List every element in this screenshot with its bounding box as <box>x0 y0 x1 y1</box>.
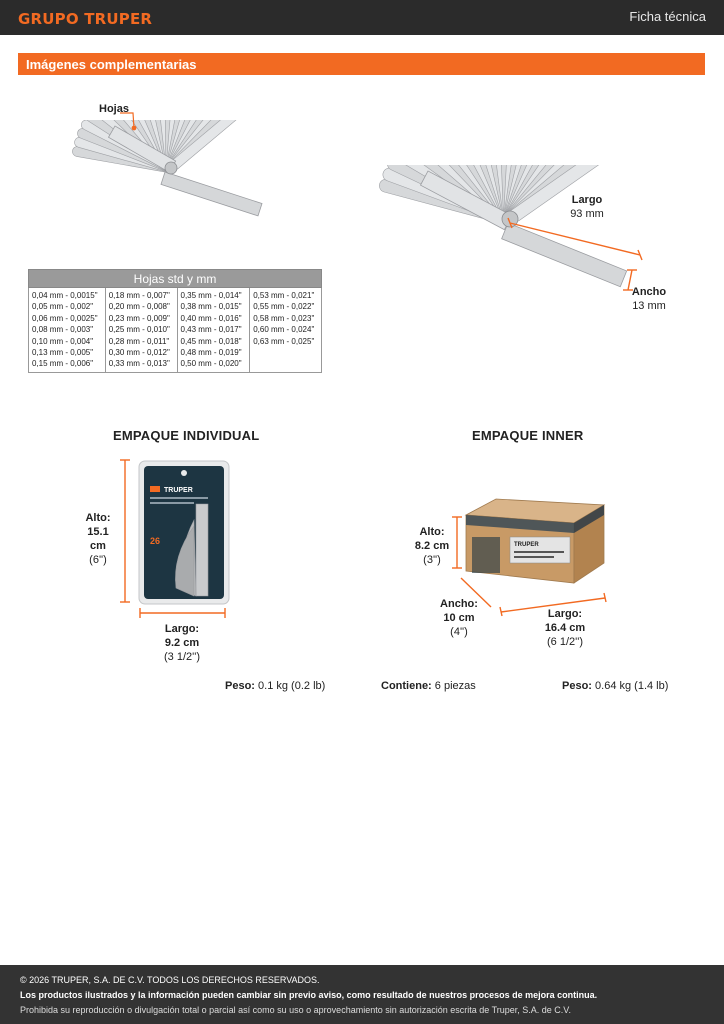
table-cell: 0,48 mm - 0,019" <box>180 347 242 357</box>
individual-alto-label: Alto: <box>85 512 111 524</box>
gauge-dimension-lines <box>500 215 650 305</box>
inner-contents-label: Contiene: <box>381 680 432 692</box>
individual-alto-callout <box>78 511 118 567</box>
table-cell: 0,23 mm - 0,009" <box>108 313 170 323</box>
table-cell: 0,53 mm - 0,021" <box>253 291 315 300</box>
inner-alto-in: (3'') <box>423 554 441 566</box>
inner-alto-value: 8.2 cm <box>414 540 450 552</box>
table-cell: 0,55 mm - 0,022" <box>253 302 315 312</box>
hojas-label: Hojas <box>99 103 129 115</box>
inner-ancho-value: 10 cm <box>443 612 475 624</box>
inner-weight <box>562 680 668 692</box>
gauge-largo-callout <box>566 193 608 221</box>
top-bar <box>0 0 724 35</box>
table-cell: 0,06 mm - 0,0025" <box>32 313 98 323</box>
individual-weight-label: Peso: <box>225 680 255 692</box>
inner-largo-value: 16.4 cm <box>544 622 586 634</box>
gauge-ancho-value: 13 mm <box>632 300 666 312</box>
section-header <box>18 53 705 75</box>
individual-alto-in: (6'') <box>89 554 107 566</box>
document-type: Ficha técnica <box>629 9 706 24</box>
table-title: Hojas std y mm <box>29 270 322 288</box>
table-cell: 0,18 mm - 0,007" <box>108 291 170 300</box>
table-column <box>250 288 322 373</box>
section-title: Imágenes complementarias <box>26 57 197 72</box>
individual-weight-value: 0.1 kg (0.2 lb) <box>258 680 326 692</box>
footer <box>0 965 724 1024</box>
table-cell: 0,15 mm - 0,006" <box>32 359 94 369</box>
inner-ancho-label: Ancho: <box>440 598 478 610</box>
table-column <box>177 288 250 373</box>
footer-notice: Los productos ilustrados y la información pueden cambiar sin previo aviso, como resultado de nuestros procesos de mejora continua. <box>20 990 598 1000</box>
inner-largo-in: (6 1/2'') <box>547 636 583 648</box>
individual-dimension-lines <box>115 455 235 620</box>
table-cell: 0,20 mm - 0,008" <box>108 302 170 312</box>
inner-ancho-callout <box>440 597 478 639</box>
blister-count: 26 <box>150 536 161 546</box>
individual-largo-value: 9.2 cm <box>164 637 200 649</box>
table-column <box>29 288 106 373</box>
inner-alto-callout <box>412 525 452 567</box>
table-cell: 0,45 mm - 0,018" <box>180 336 242 346</box>
inner-largo-callout <box>542 607 588 649</box>
table-cell: 0,25 mm - 0,010" <box>108 325 170 335</box>
table-column <box>105 288 177 373</box>
individual-largo-callout <box>158 622 206 664</box>
inner-package-title: EMPAQUE INNER <box>472 428 584 443</box>
individual-weight <box>225 680 325 692</box>
individual-largo-label: Largo: <box>164 623 200 635</box>
table-cell: 0,10 mm - 0,004" <box>32 336 94 346</box>
gauge-ancho-label: Ancho <box>631 286 667 298</box>
individual-largo-in: (3 1/2'') <box>164 651 200 663</box>
blister-brand: TRUPER <box>164 487 193 494</box>
individual-alto-value: 15.1 cm <box>87 526 109 552</box>
brand-logo: GRUPO TRUPER <box>18 10 153 28</box>
table-cell: 0,38 mm - 0,015" <box>180 302 242 312</box>
inner-weight-value: 0.64 kg (1.4 lb) <box>595 680 669 692</box>
gauge-ancho-callout <box>629 285 669 313</box>
table-cell: 0,50 mm - 0,020" <box>180 359 242 369</box>
box-brand: TRUPER <box>514 542 539 548</box>
inner-weight-label: Peso: <box>562 680 592 692</box>
inner-largo-label: Largo: <box>547 608 583 620</box>
footer-copyright: © 2026 TRUPER, S.A. DE C.V. TODOS LOS DERECHOS RESERVADOS. <box>20 975 320 985</box>
table-cell: 0,30 mm - 0,012" <box>108 347 170 357</box>
table-cell: 0,63 mm - 0,025" <box>253 336 315 346</box>
table-cell: 0,08 mm - 0,003" <box>32 325 94 335</box>
table-cell: 0,05 mm - 0,002" <box>32 302 94 312</box>
table-cell: 0,43 mm - 0,017" <box>180 325 242 335</box>
footer-legal: Prohibida su reproducción o divulgación total o parcial así como su uso o aprovechamiento sin autorización escrita de Truper, S.A. de C.V. <box>20 1005 571 1015</box>
gauge-largo-value: 93 mm <box>570 208 604 220</box>
table-cell: 0,04 mm - 0,0015" <box>32 291 98 300</box>
inner-contents <box>381 680 476 692</box>
table-cell: 0,58 mm - 0,023" <box>253 313 315 323</box>
inner-alto-label: Alto: <box>419 526 445 538</box>
table-cell: 0,13 mm - 0,005" <box>32 347 94 357</box>
inner-contents-value: 6 piezas <box>434 680 476 692</box>
individual-package-title: EMPAQUE INDIVIDUAL <box>113 428 260 443</box>
table-cell: 0,28 mm - 0,011" <box>108 336 170 346</box>
table-cell: 0,35 mm - 0,014" <box>180 291 242 300</box>
table-cell: 0,40 mm - 0,016" <box>180 313 242 323</box>
inner-ancho-in: (4'') <box>450 626 468 638</box>
table-cell: 0,33 mm - 0,013" <box>108 359 170 369</box>
table-cell: 0,60 mm - 0,024" <box>253 325 315 335</box>
gauge-largo-label: Largo <box>571 194 603 206</box>
thickness-table <box>28 269 322 373</box>
feeler-gauge-small-image <box>65 120 275 240</box>
